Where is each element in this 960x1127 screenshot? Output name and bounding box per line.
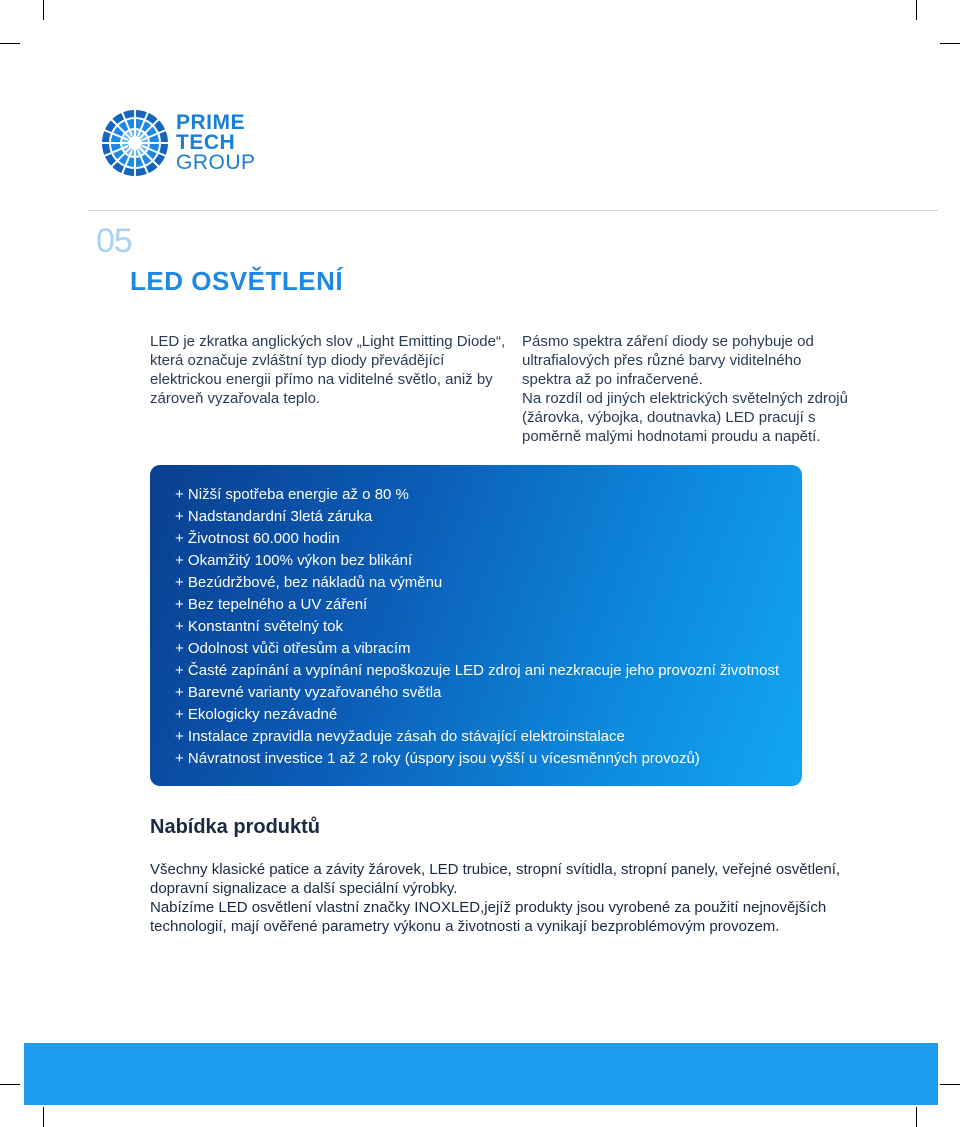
benefit-item: + Nadstandardní 3letá záruka — [175, 508, 373, 525]
benefit-item: + Okamžitý 100% výkon bez blikání — [175, 552, 413, 569]
benefit-item: + Odolnost vůči otřesům a vibracím — [175, 640, 411, 657]
crop-mark — [916, 1107, 917, 1127]
intro-paragraph: LED je zkratka anglických slov „Light Emitting Diode“, která označuje zvláštní typ diody převádějící elektrickou energii přímo na viditelné světlo, aniž by zároveň vyzařovala teplo. — [150, 333, 506, 407]
footer-band — [24, 1043, 938, 1105]
benefit-item: + Bez tepelného a UV záření — [175, 596, 368, 613]
offer-heading: Nabídka produktů — [150, 816, 321, 838]
benefit-item: + Instalace zpravidla nevyžaduje zásah do stávající elektroinstalace — [175, 728, 625, 745]
benefits-list — [175, 484, 802, 770]
crop-mark — [43, 0, 44, 20]
benefit-item: + Konstantní světelný tok — [175, 618, 344, 635]
benefits-panel — [150, 465, 802, 786]
intro-right-column — [522, 332, 852, 446]
company-logo — [100, 108, 270, 180]
crop-mark — [0, 1084, 20, 1085]
logo-line-prime: PRIME — [176, 111, 246, 134]
intro-paragraph: Na rozdíl od jiných elektrických světelných zdrojů (žárovka, výbojka, doutnavka) LED pracují s poměrně malými hodnotami proudu a napětí. — [522, 390, 848, 445]
intro-left-column — [150, 332, 510, 408]
benefit-item: + Časté zapínání a vypínání nepoškozuje LED zdroj ani nezkracuje jeho provozní životnost — [175, 662, 780, 679]
benefit-item: + Návratnost investice 1 až 2 roky (úspory jsou vyšší u vícesměnných provozů) — [175, 750, 700, 767]
section-number: 05 — [96, 222, 132, 260]
rosette-logo-icon — [100, 108, 170, 178]
benefit-item: + Ekologicky nezávadné — [175, 706, 338, 723]
offer-paragraph: Nabízíme LED osvětlení vlastní značky INOXLED,jejíž produkty jsou vyrobené za použití nejnovějších technologií, mají ověřené parametry výkonu a životnosti a vynikají bezproblémovým provozem. — [150, 899, 827, 935]
crop-mark — [940, 43, 960, 44]
benefit-item: + Bezúdržbové, bez nákladů na výměnu — [175, 574, 443, 591]
intro-paragraph: Pásmo spektra záření diody se pohybuje od ultrafialových přes různé barvy viditelného spektra až po infračervené. — [522, 333, 814, 388]
benefit-item: + Životnost 60.000 hodin — [175, 530, 340, 547]
section-title: LED OSVĚTLENÍ — [130, 266, 344, 296]
crop-mark — [43, 1107, 44, 1127]
section-divider — [88, 210, 938, 211]
logo-wordmark — [176, 112, 256, 172]
benefit-item: + Barevné varianty vyzařovaného světla — [175, 684, 442, 701]
crop-mark — [916, 0, 917, 20]
crop-mark — [940, 1084, 960, 1085]
logo-line-group: GROUP — [176, 151, 256, 174]
benefit-item: + Nižší spotřeba energie až o 80 % — [175, 486, 409, 503]
offer-body — [150, 860, 850, 936]
offer-paragraph: Všechny klasické patice a závity žárovek, LED trubice, stropní svítidla, stropní panely, veřejné osvětlení, dopravní signalizace a další speciální výrobky. — [150, 861, 841, 897]
crop-mark — [0, 43, 20, 44]
logo-line-tech: TECH — [176, 131, 236, 154]
